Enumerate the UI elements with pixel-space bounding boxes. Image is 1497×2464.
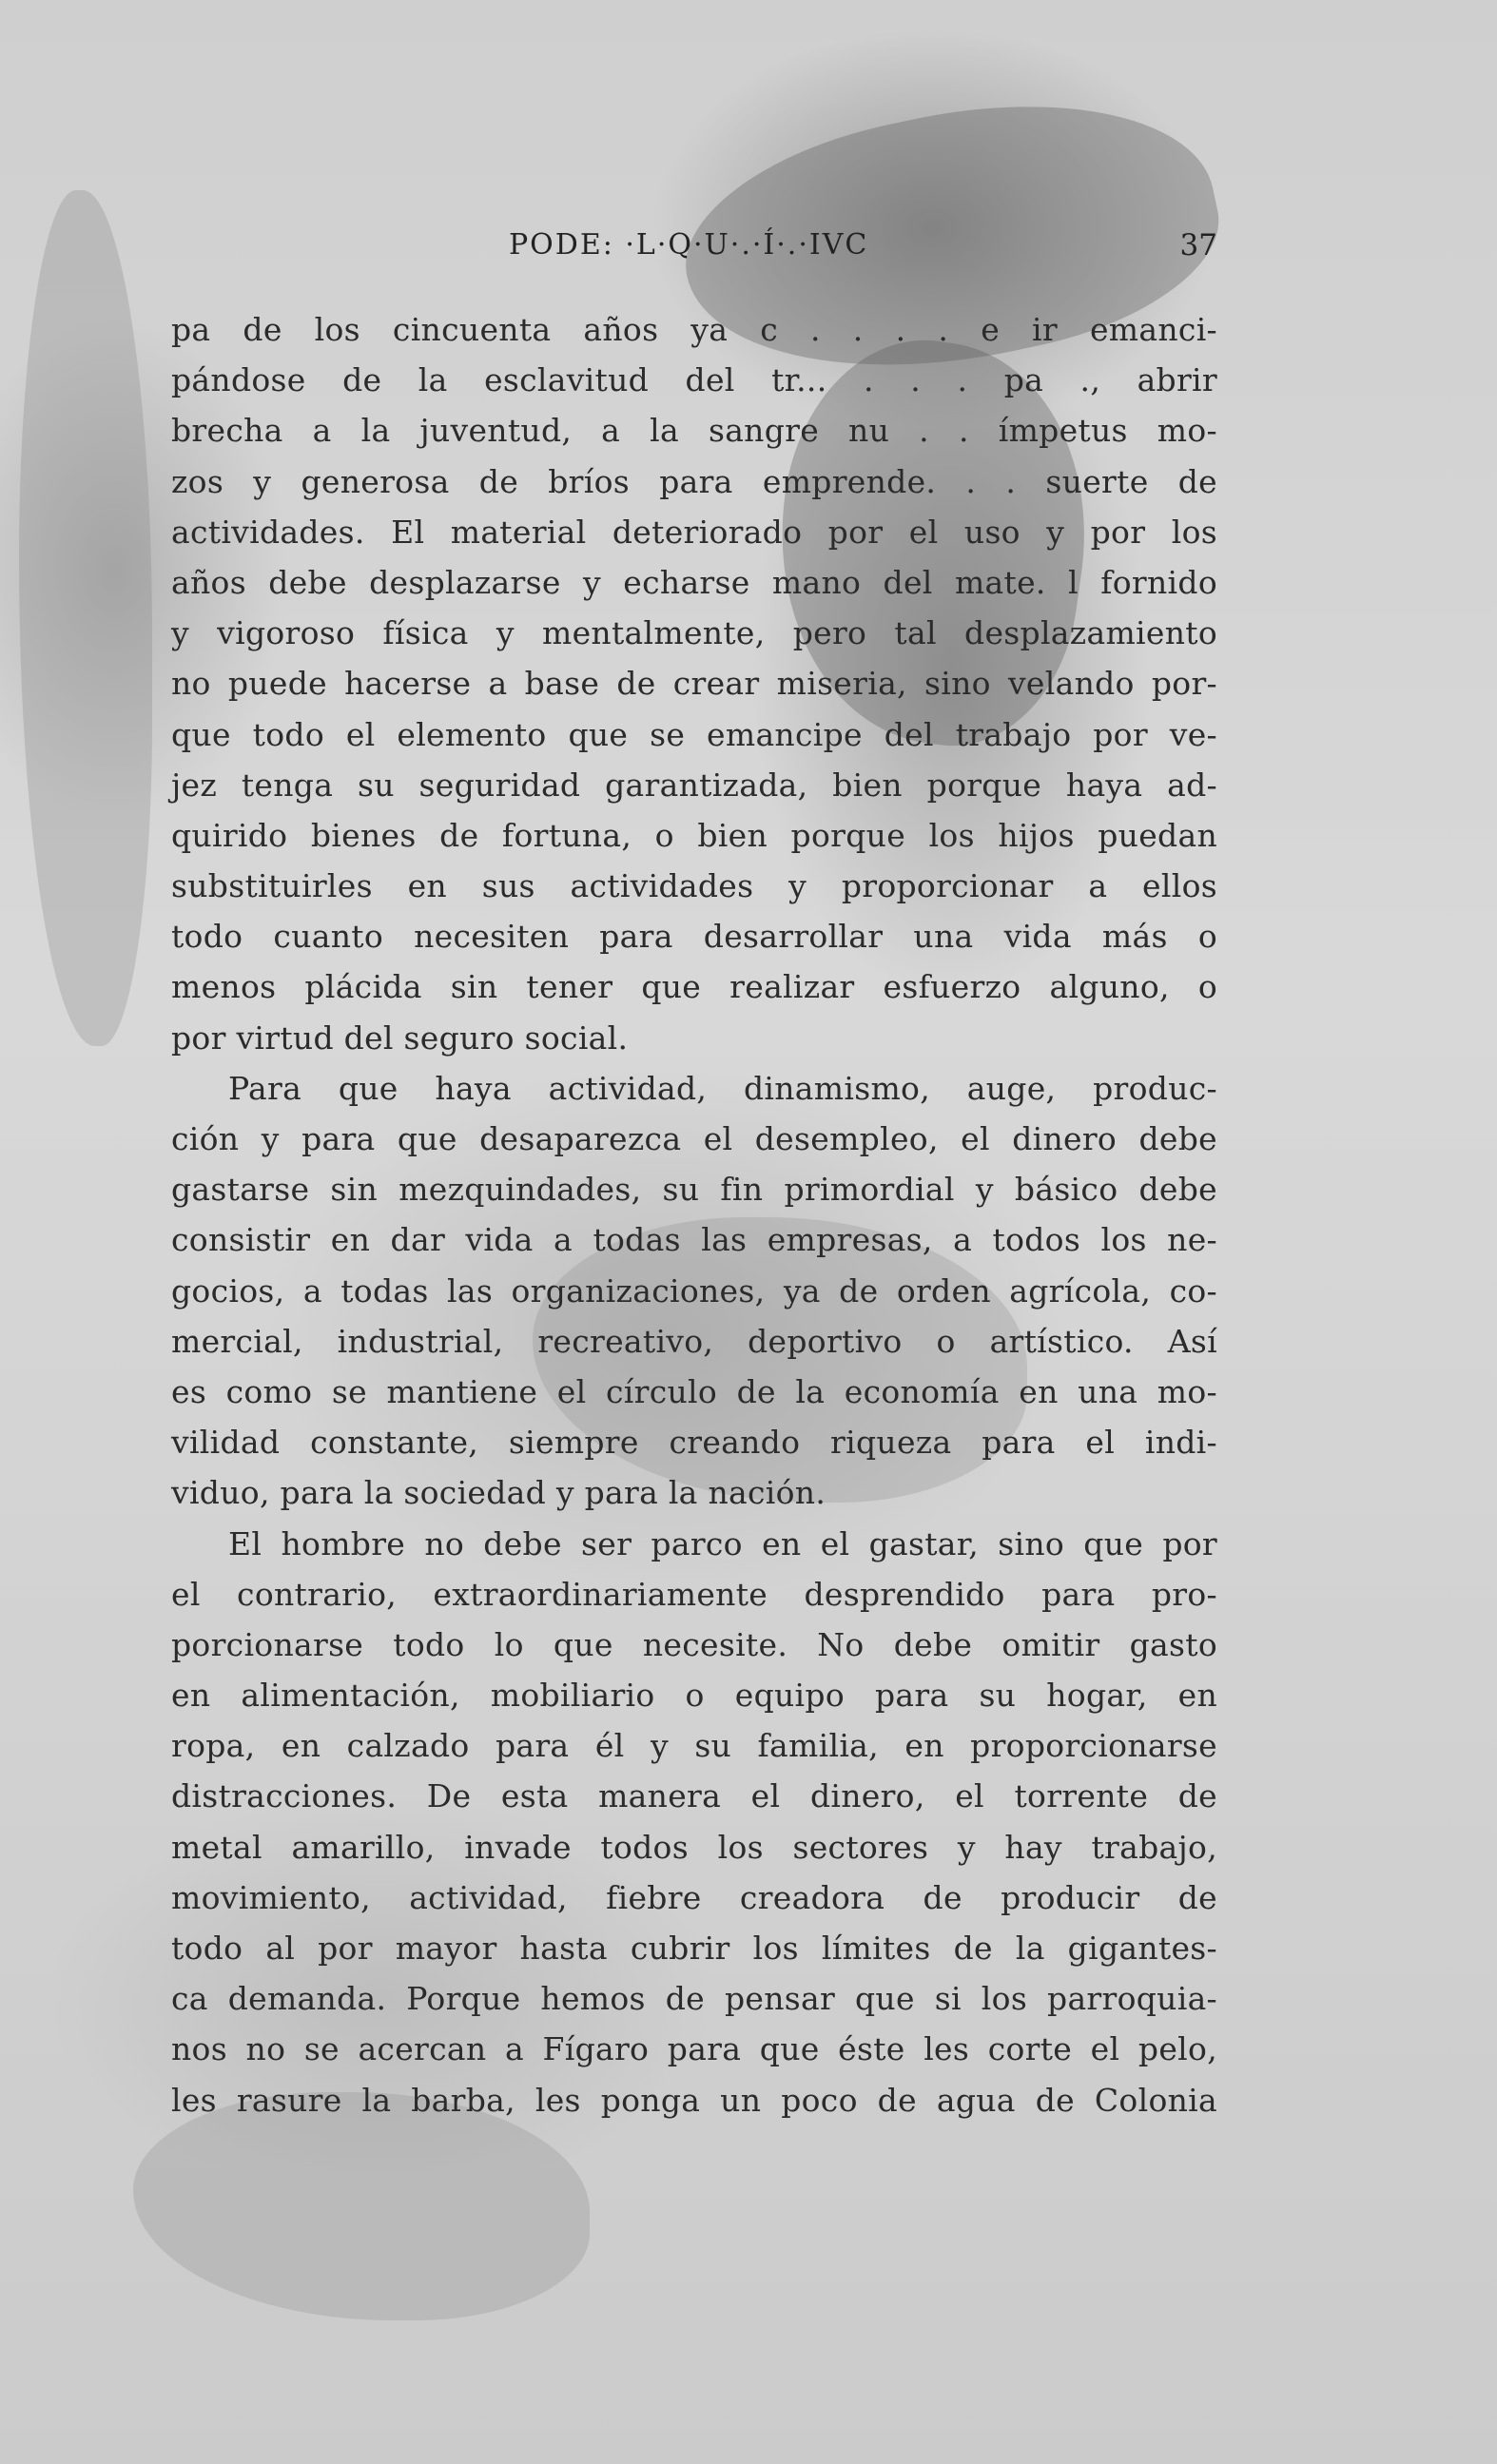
text-line: todo al por mayor hasta cubrir los límites de la gigantes- [171,1930,1217,1967]
text-line: es como se mantiene el círculo de la economía en una mo- [171,1372,1217,1410]
paragraph-start-line: El hombre no debe ser parco en el gastar, sino que por [228,1524,1217,1562]
text-line: gocios, a todas las organizaciones, ya de orden agrícola, co- [171,1271,1217,1310]
text-line: ca demanda. Porque hemos de pensar que si los parroquia- [171,1980,1217,2018]
page-number: 37 [1179,228,1217,262]
text-line: mercial, industrial, recreativo, deportivo o artístico. Así [171,1322,1217,1360]
text-line: consistir en dar vida a todas las empresas, a todos los ne- [171,1221,1217,1259]
running-header [171,228,1217,276]
text-line: les rasure la barba, les ponga un poco de agua de Colonia [171,2081,1217,2119]
text-line: pa de los cincuenta años ya c . . . . e ir emanci- [171,311,1217,348]
text-line: viduo, para la sociedad y para la nación. [171,1474,826,1512]
text-line: por virtud del seguro social. [171,1019,629,1057]
damage-stain [133,2092,590,2320]
text-line: pándose de la esclavitud del tr... . . . pa ., abrir [171,361,1217,399]
damage-stain [19,190,152,1046]
text-line: vilidad constante, siempre creando riqueza para el indi- [171,1424,1217,1462]
text-line: todo cuanto necesiten para desarrollar una vida más o [171,918,1217,956]
text-line: gastarse sin mezquindades, su fin primordial y básico debe [171,1171,1217,1209]
text-line: el contrario, extraordinariamente desprendido para pro- [171,1575,1217,1613]
text-line: jez tenga su seguridad garantizada, bien porque haya ad- [171,766,1217,804]
body-text [171,304,1217,2125]
text-line: nos no se acercan a Fígaro para que éste les corte el pelo, [171,2030,1217,2068]
text-line: movimiento, actividad, fiebre creadora de producir de [171,1878,1217,1916]
text-line: brecha a la juventud, a la sangre nu . . ímpetus mo- [171,412,1217,450]
text-line: años debe desplazarse y echarse mano del mate. l fornido [171,563,1217,601]
text-line: menos plácida sin tener que realizar esfuerzo alguno, o [171,968,1217,1006]
text-line: quirido bienes de fortuna, o bien porque los hijos puedan [171,816,1217,854]
text-line: actividades. El material deteriorado por el uso y por los [171,513,1217,551]
text-line: porcionarse todo lo que necesite. No debe omitir gasto [171,1625,1217,1663]
text-line: ción y para que desaparezca el desempleo, el dinero debe [171,1120,1217,1157]
text-line: no puede hacerse a base de crear miseria, sino velando por- [171,665,1217,703]
text-line: substituirles en sus actividades y proporcionar a ellos [171,867,1217,905]
text-line: ropa, en calzado para él y su familia, en proporcionarse [171,1727,1217,1765]
text-line: en alimentación, mobiliario o equipo para su hogar, en [171,1677,1217,1715]
text-line: metal amarillo, invade todos los sectores y hay trabajo, [171,1828,1217,1866]
text-line: distracciones. De esta manera el dinero, el torrente de [171,1777,1217,1815]
running-title: PODE: ·L·Q·U·.·Í·.·IVC [509,228,869,262]
text-line: zos y generosa de bríos para emprende. . . suerte de [171,462,1217,500]
text-line: y vigoroso física y mentalmente, pero tal desplazamiento [171,614,1217,652]
paragraph-start-line: Para que haya actividad, dinamismo, auge, produc- [228,1069,1217,1107]
text-line: que todo el elemento que se emancipe del trabajo por ve- [171,715,1217,753]
